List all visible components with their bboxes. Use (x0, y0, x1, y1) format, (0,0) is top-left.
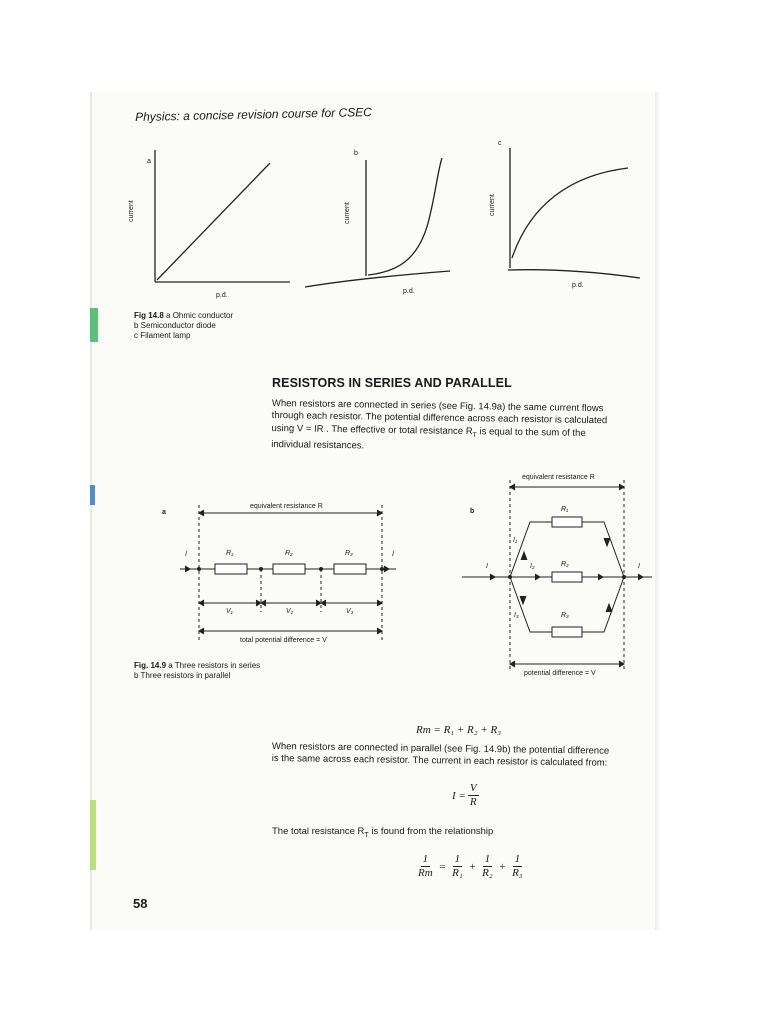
series-paragraph-line-3-tail: is equal to the sum of the (476, 426, 586, 439)
series-v3-label: V₃ (346, 608, 354, 615)
graph-c-label: c (498, 140, 502, 147)
fig-14-9-caption-a: a Three resistors in series (168, 661, 261, 670)
total-resistance-sentence-start: The total resistance R (272, 826, 365, 837)
parallel-formula-fraction-r2 (480, 853, 495, 880)
graph-b-label: b (354, 150, 358, 157)
fig-14-9a-label: a (162, 509, 166, 516)
equals-sign: = (438, 860, 447, 873)
series-total-pd-label: total potential difference = V (240, 637, 327, 644)
series-v2-label: V₂ (286, 608, 294, 615)
parallel-i1-label: I₁ (513, 537, 518, 544)
fig-14-8-caption-number: Fig 14.8 (134, 311, 164, 320)
series-paragraph-line-1: When resistors are connected in series (see Fig. 14.9a) the same current flows (271, 398, 604, 415)
series-r1-label: R₁ (226, 550, 234, 557)
parallel-r1-label: R₁ (561, 506, 569, 513)
parallel-formula (414, 853, 527, 880)
graph-b-xlabel: p.d. (403, 288, 415, 295)
parallel-pd-label: potential difference = V (524, 670, 596, 677)
parallel-formula-r3: R₃ (512, 867, 523, 879)
series-r3-label: R₃ (345, 550, 353, 557)
total-resistance-sentence: The total resistance $R_T$ is found from the relationship (272, 826, 494, 839)
parallel-formula-numerator: 1 (514, 853, 521, 865)
series-formula: Rт = R₁ + R₂ + R₃ (416, 724, 502, 736)
ohm-fraction (468, 782, 479, 809)
ohm-formula-lhs: I = (452, 789, 466, 802)
parallel-formula-fraction-r3 (510, 853, 525, 880)
fig-14-8-caption-b: b Semiconductor diode (134, 321, 216, 330)
series-v1-label: V₁ (226, 608, 233, 615)
parallel-equivalent-label: equivalent resistance R (522, 474, 595, 481)
fig-14-9-caption-number: Fig. 14.9 (134, 661, 167, 670)
parallel-formula-fraction-r1 (450, 853, 465, 880)
series-paragraph: When resistors are connected in series (see Fig. 14.9a) the same current flows through each resistor. The potential difference across each resistor is calculated using V = IR . The effective or total resistance $R_T$ is equal to the sum of the individual resistances. (271, 398, 652, 457)
series-paragraph-line-2: through each resistor. The potential difference across each resistor is calculated (271, 410, 608, 427)
parallel-current-in-label: I (486, 563, 488, 570)
graph-b-ylabel: current (344, 202, 351, 224)
ohm-numerator: V (469, 782, 477, 794)
parallel-i2-label: I₂ (530, 563, 535, 570)
fig-14-9-caption (134, 661, 260, 681)
fig-14-8-caption-c: c Filament lamp (134, 331, 191, 340)
total-resistance-sentence-tail: is found from the relationship (368, 826, 494, 837)
running-header: Physics: a concise revision course for CSEC (135, 105, 373, 124)
plus-sign: + (498, 860, 507, 873)
plus-sign: + (468, 860, 477, 873)
fig-14-9-caption-b: b Three resistors in parallel (134, 671, 231, 680)
parallel-i3-label: I₃ (514, 612, 519, 619)
parallel-r2-label: R₂ (561, 561, 569, 568)
parallel-formula-numerator: 1 (484, 853, 491, 865)
parallel-formula-numerator: 1 (422, 853, 429, 865)
series-paragraph-line-4: individual resistances. (271, 439, 365, 452)
ohm-formula (452, 782, 481, 809)
series-current-in-label: I (185, 551, 187, 558)
ohm-denominator: R (469, 796, 477, 808)
graph-c-xlabel: p.d. (572, 282, 584, 289)
section-heading: RESISTORS IN SERIES AND PARALLEL (272, 376, 512, 390)
fig-14-9b-label: b (470, 508, 475, 515)
parallel-formula-r2: R₂ (482, 867, 493, 879)
parallel-formula-r1: R₁ (452, 867, 463, 879)
parallel-formula-rt: Rт (418, 867, 433, 879)
graph-a-xlabel: p.d. (216, 292, 228, 299)
series-equivalent-label: equivalent resistance R (250, 503, 323, 510)
graph-a-ylabel: current (128, 200, 135, 222)
page-number: 58 (133, 896, 148, 911)
parallel-paragraph-line-2: is the same across each resistor. The current in each resistor is calculated from: (271, 753, 608, 770)
series-current-out-label: I (392, 551, 394, 558)
series-paragraph-line-3: using V = IR . The effective or total resistance R (271, 422, 473, 437)
parallel-current-out-label: I (638, 563, 640, 570)
parallel-formula-fraction-rt (416, 853, 435, 880)
graph-a-label: a (147, 158, 151, 165)
fig-14-8-caption-a: a Ohmic conductor (166, 311, 234, 320)
parallel-r3-label: R₃ (561, 612, 569, 619)
parallel-formula-numerator: 1 (454, 853, 461, 865)
graph-c-ylabel: current (489, 194, 496, 216)
series-r2-label: R₂ (285, 550, 293, 557)
parallel-paragraph-line-1: When resistors are connected in parallel (see Fig. 14.9b) the potential difference (271, 741, 610, 757)
